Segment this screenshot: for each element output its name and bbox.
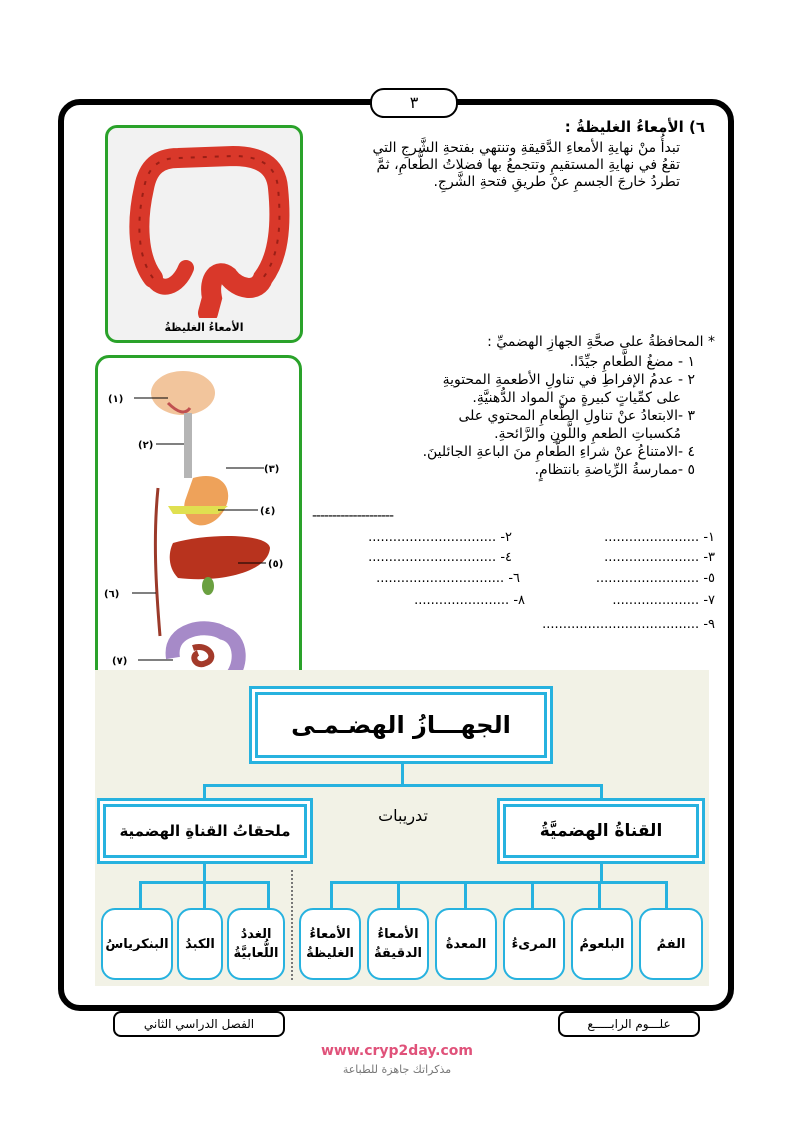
footer-subject: علـــوم الرابـــــع	[558, 1011, 700, 1037]
health-heading: * المحافظةُ على صحَّةِ الجهازِ الهضميِّ :	[487, 334, 715, 350]
blank-4[interactable]: ٤- ...............................	[368, 550, 512, 565]
digestive-system-illustration	[98, 358, 299, 714]
leaf-esophagus: المرىءُ	[503, 908, 565, 980]
colon-illustration	[108, 128, 300, 318]
leaf-large-intestine: الأمعاءُ الغليظةُ	[299, 908, 361, 980]
system-label-4: (٤)	[260, 506, 276, 517]
footer-term: الفصل الدراسي الثاني	[113, 1011, 285, 1037]
large-intestine-image	[105, 125, 303, 343]
leaf-mouth: الفمُ	[639, 908, 703, 980]
blank-3[interactable]: ٣- .......................	[604, 550, 715, 565]
system-label-7: (٧)	[112, 656, 128, 667]
blank-2[interactable]: ٢- ...............................	[368, 530, 512, 545]
watermark-url: www.cryp2day.com	[320, 1043, 474, 1059]
leaf-stomach: المعدةُ	[435, 908, 497, 980]
list-item: ٢ - عدمُ الإفراطِ في تناولِ الأطعمةِ المحتويةِ	[442, 372, 695, 388]
system-label-3: (٣)	[264, 464, 280, 475]
leaf-pharynx: البلعومُ	[571, 908, 633, 980]
digestive-system-image	[95, 355, 302, 717]
blank-7[interactable]: ٧- .....................	[612, 593, 715, 608]
list-item: ١ - مضغُ الطَّعامِ جيِّدًا.	[569, 354, 695, 370]
list-item: ٣ -الابتعادُ عنْ تناولِ الطَّعامِ المحتوي على	[458, 408, 695, 424]
accessories-branch-box: ملحقاتُ القناةِ الهضمية	[103, 804, 307, 858]
digestive-concept-map	[95, 670, 709, 986]
list-item: ٥ -ممارسةُ الرِّياضةِ بانتظامٍ.	[534, 462, 695, 478]
page-number: ٣	[370, 88, 458, 118]
leaf-liver: الكبدُ	[177, 908, 223, 980]
large-intestine-caption: الأمعاءُ الغليظةُ	[164, 321, 244, 334]
blank-9[interactable]: ٩- ......................................	[542, 617, 715, 632]
list-item: على كمِّياتٍ كبيرةٍ منَ المواد الدُّهنيَّةِ.	[472, 390, 681, 406]
system-label-1: (١)	[108, 394, 124, 405]
exercise-label: تدريبات	[378, 806, 428, 825]
blank-5[interactable]: ٥- .........................	[595, 571, 715, 586]
blank-8[interactable]: ٨- .......................	[414, 593, 525, 608]
large-intestine-heading: ٦) الأمعاءُ الغليظةُ :	[564, 118, 705, 136]
diagram-title: الجهـــازُ الهضـمـى	[255, 692, 547, 758]
blank-6[interactable]: ٦- ...............................	[376, 571, 520, 586]
blank-1[interactable]: ١- .......................	[604, 530, 715, 545]
leaf-pancreas: البنكرياسُ	[101, 908, 173, 980]
watermark-tagline: مذكراتك جاهزة للطباعة	[342, 1063, 452, 1076]
digestive-canal-branch-box: القناةُ الهضميَّةُ	[503, 804, 699, 858]
health-tips-list	[300, 353, 695, 479]
leaf-small-intestine: الأمعاءُ الدقيقةُ	[367, 908, 429, 980]
leaf-salivary-glands: الغددُ اللُّعابيَّةُ	[227, 908, 285, 980]
list-item: مُكسباتِ الطعمِ واللَّونِ والرَّائحةِ.	[494, 426, 681, 442]
large-intestine-text: تبدأُ منْ نهايةِ الأمعاءِ الدَّقيقةِ وتنتهي بفتحةِ الشَّرجِ التي تقعُ في نهايةِ المستقيمِ وتتجمعُ بها فضلاتُ الطَّعامِ، ثمَّ تطردُ خارجَ الجسمِ عنْ طريقِ فتحةِ الشَّرجِ.	[372, 140, 680, 190]
list-item: ٤ -الامتناعُ عنْ شراءِ الطَّعامِ منَ الباعةِ الجائلينَ.	[422, 444, 695, 460]
exercise-separator: --------------------	[312, 508, 394, 524]
system-label-5: (٥)	[268, 559, 284, 570]
system-label-6: (٦)	[104, 589, 120, 600]
system-label-2: (٢)	[138, 440, 154, 451]
